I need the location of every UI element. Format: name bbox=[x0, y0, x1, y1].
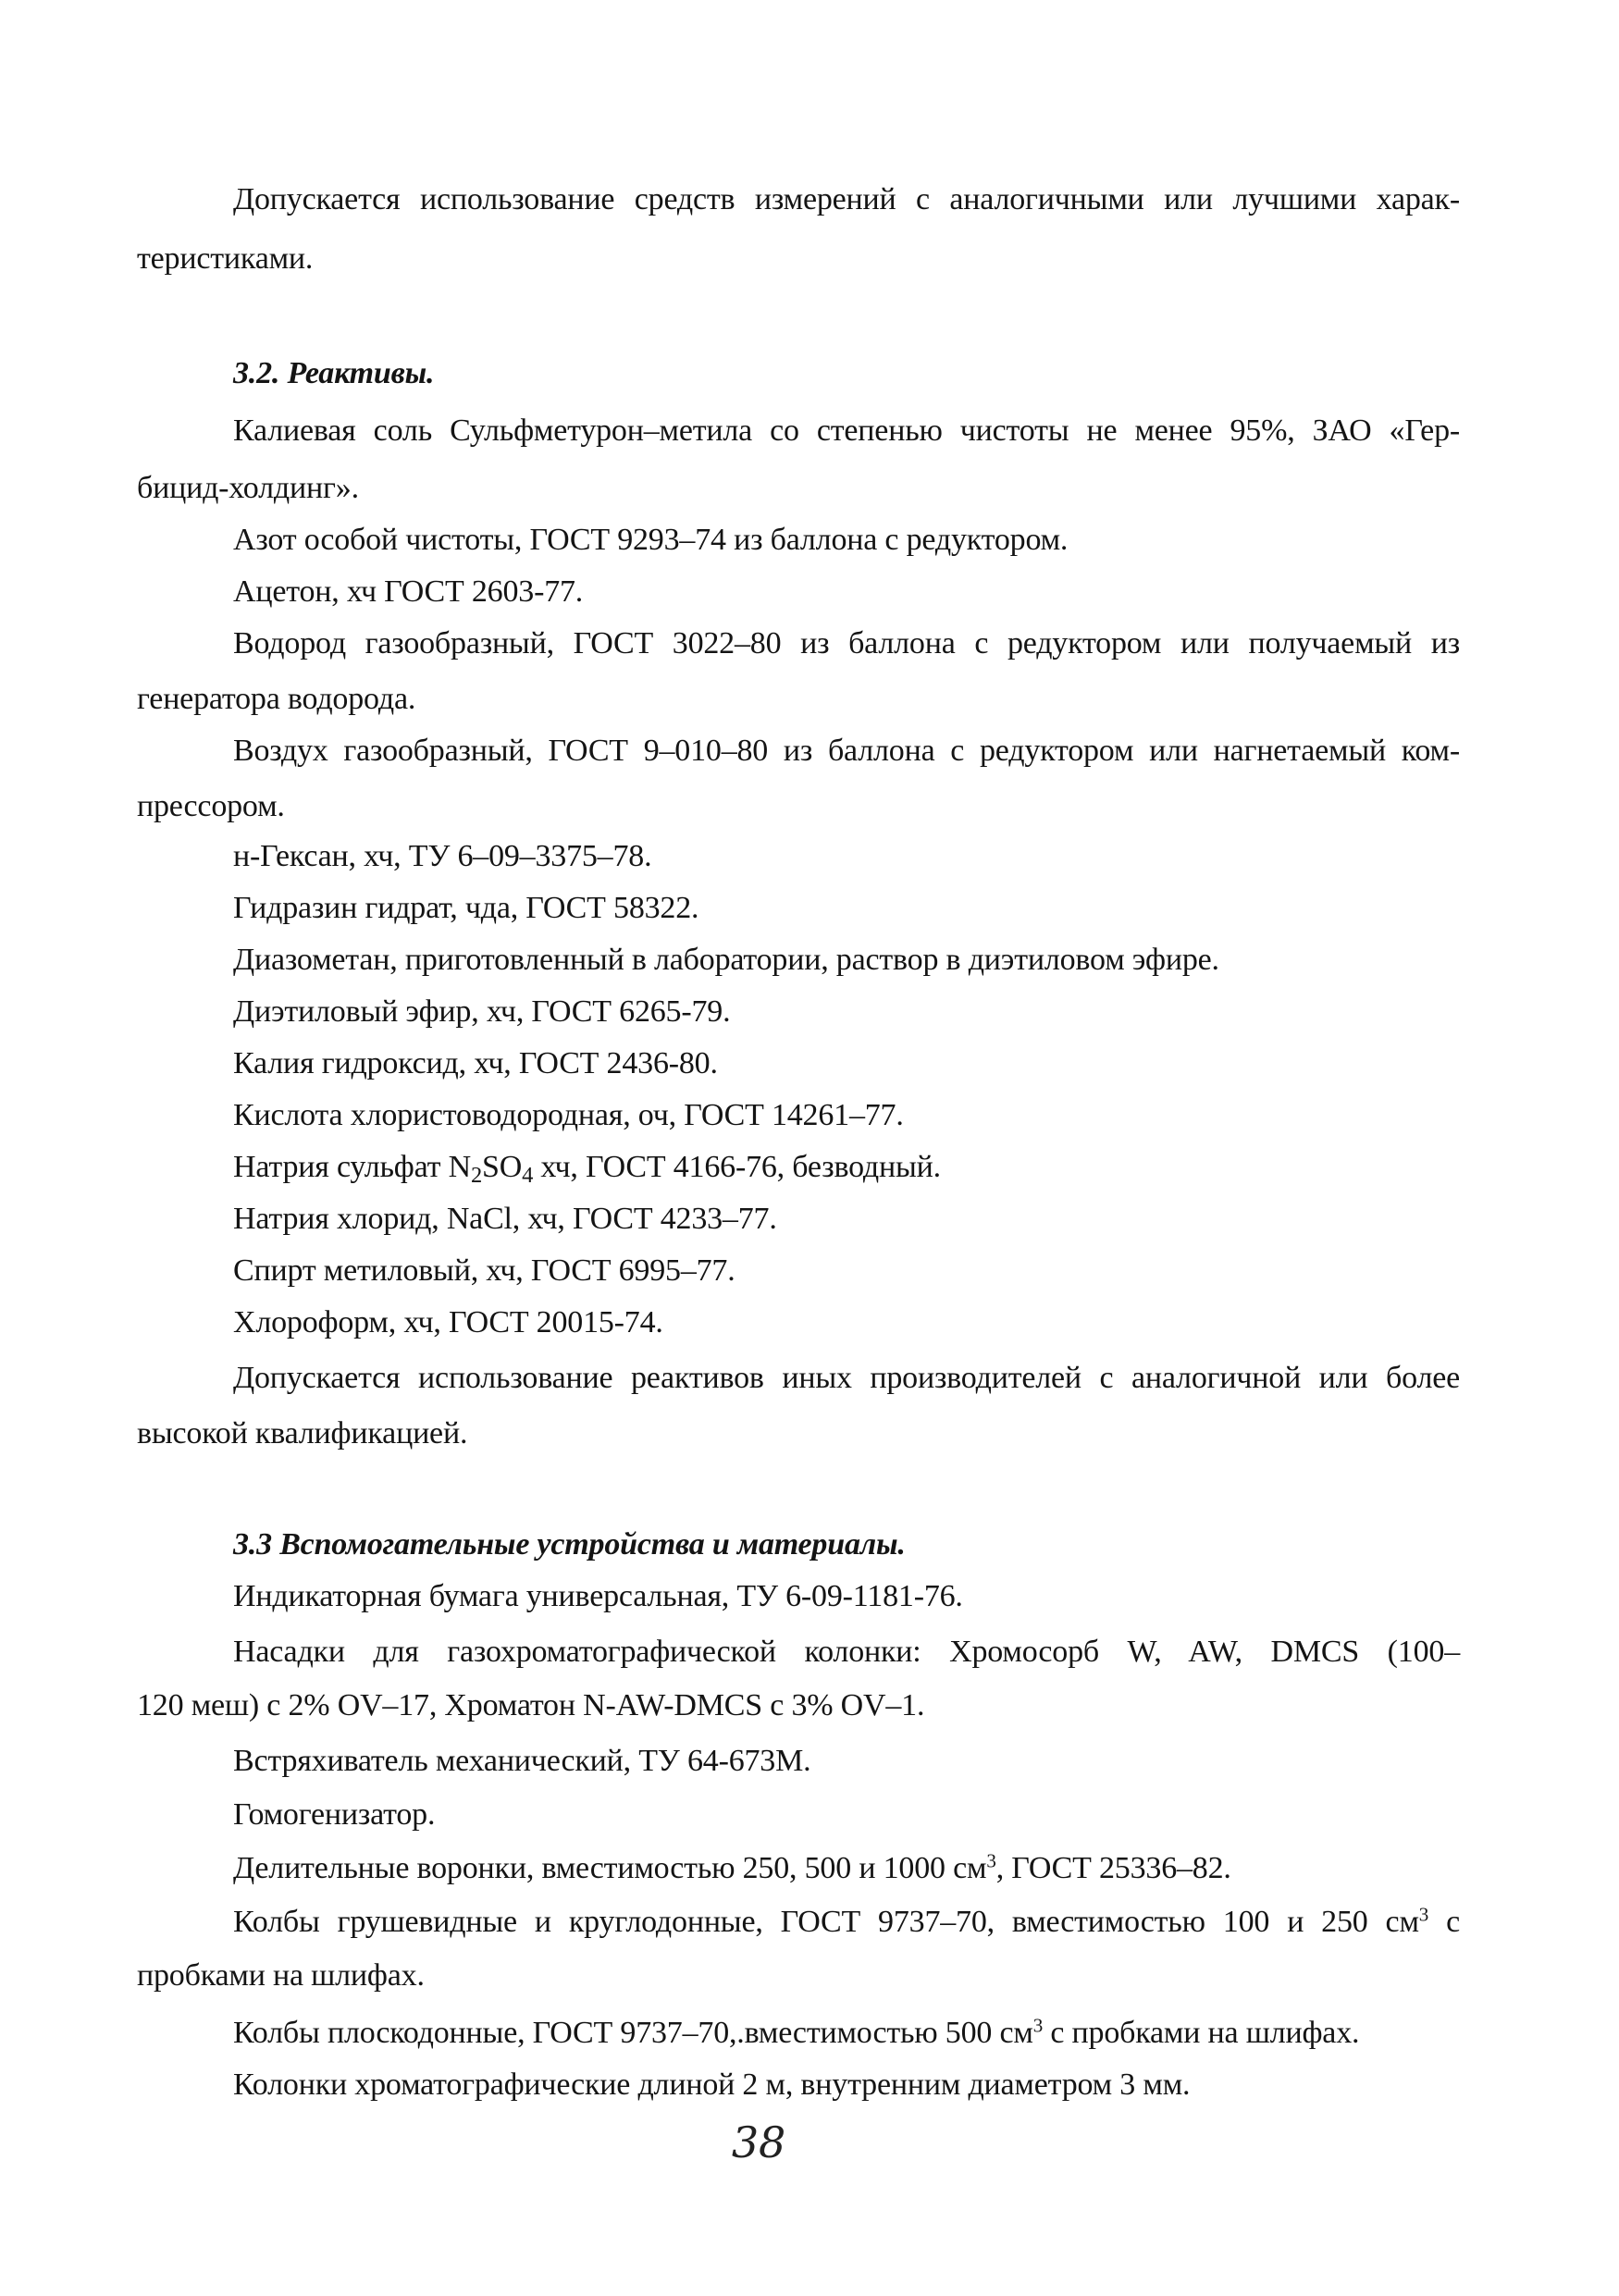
reagent-hydrogen-line-1: Водород газообразный, ГОСТ 3022–80 из баллона с редуктором или получаемый из bbox=[233, 626, 1460, 660]
separatory-funnels-gost: , ГОСТ 25336–82. bbox=[995, 1851, 1231, 1885]
material-pear-flasks-line-1 bbox=[233, 1904, 1460, 1941]
section-3-2-heading: 3.2. Реактивы. bbox=[233, 356, 435, 390]
reagent-air-line-1: Воздух газообразный, ГОСТ 9–010–80 из баллона с редуктором или нагнетаемый ком- bbox=[233, 734, 1460, 768]
pear-flasks-tail: с bbox=[1428, 1905, 1460, 1939]
pear-flasks-superscript: 3 bbox=[1418, 1903, 1429, 1926]
reagent-methanol: Спирт метиловый, хч, ГОСТ 6995–77. bbox=[233, 1253, 735, 1288]
sodium-sulfate-subscript-4: 4 bbox=[522, 1163, 534, 1189]
reagent-hexane: н-Гексан, хч, ТУ 6–09–3375–78. bbox=[233, 839, 652, 873]
reagent-potassium-salt-line-1: Калиевая соль Сульфметурон–метила со степенью чистоты не менее 95%, ЗАО «Гер- bbox=[233, 414, 1460, 448]
material-pear-flasks-line-2: пробками на шлифах. bbox=[137, 1958, 425, 1993]
separatory-funnels-text: Делительные воронки, вместимостью 250, 500 и 1000 см bbox=[233, 1851, 987, 1885]
reagent-air-line-2: прессором. bbox=[137, 789, 285, 823]
reagent-potassium-hydroxide: Калия гидроксид, хч, ГОСТ 2436-80. bbox=[233, 1046, 718, 1080]
pear-flasks-text: Колбы грушевидные и круглодонные, ГОСТ 9737–70, вместимостью 100 и 250 см bbox=[233, 1905, 1419, 1939]
sodium-sulfate-suffix: хч, ГОСТ 4166-76, безводный. bbox=[533, 1150, 941, 1184]
flat-flasks-tail: с пробками на шлифах. bbox=[1043, 2016, 1360, 2050]
measuring-tools-note-line-1: Допускается использование средств измерений с аналогичными или лучшими харак- bbox=[233, 182, 1460, 216]
flat-flasks-superscript: 3 bbox=[1032, 2014, 1044, 2037]
sodium-sulfate-so: SO bbox=[482, 1150, 523, 1184]
reagent-diazomethane: Диазометан, приготовленный в лаборатории, раствор в диэтиловом эфире. bbox=[233, 943, 1219, 977]
reagent-potassium-salt-line-2: бицид-холдинг». bbox=[137, 471, 359, 505]
reagent-diethyl-ether: Диэтиловый эфир, хч, ГОСТ 6265-79. bbox=[233, 994, 731, 1029]
material-flat-flasks bbox=[233, 2015, 1359, 2052]
reagent-acetone: Ацетон, хч ГОСТ 2603-77. bbox=[233, 574, 584, 609]
reagents-note-line-2: высокой квалификацией. bbox=[137, 1416, 468, 1450]
material-column-packings-line-2: 120 меш) с 2% OV–17, Хроматон N-AW-DMCS с 3% OV–1. bbox=[137, 1688, 925, 1722]
measuring-tools-note-line-2: теристиками. bbox=[137, 241, 314, 276]
reagent-hydrochloric-acid: Кислота хлористоводородная, оч, ГОСТ 14261–77. bbox=[233, 1098, 904, 1132]
flat-flasks-text: Колбы плоскодонные, ГОСТ 9737–70,.вместимостью 500 см bbox=[233, 2016, 1033, 2050]
reagent-nitrogen: Азот особой чистоты, ГОСТ 9293–74 из баллона с редуктором. bbox=[233, 523, 1069, 557]
sodium-sulfate-prefix: Натрия сульфат N bbox=[233, 1150, 471, 1184]
material-columns: Колонки хроматографические длиной 2 м, внутренним диаметром 3 мм. bbox=[233, 2068, 1191, 2102]
section-3-3-heading: 3.3 Вспомогательные устройства и материалы. bbox=[233, 1527, 906, 1562]
separatory-funnels-superscript: 3 bbox=[986, 1849, 996, 1872]
reagent-chloroform: Хлороформ, хч, ГОСТ 20015-74. bbox=[233, 1305, 663, 1339]
page-number: 38 bbox=[731, 2117, 786, 2167]
material-shaker: Встряхиватель механический, ТУ 64-673М. bbox=[233, 1744, 811, 1778]
material-separatory-funnels bbox=[233, 1850, 1231, 1887]
reagents-note-line-1: Допускается использование реактивов иных производителей с аналогичной или более bbox=[233, 1361, 1460, 1395]
reagent-hydrazine: Гидразин гидрат, чда, ГОСТ 58322. bbox=[233, 891, 699, 925]
material-indicator-paper: Индикаторная бумага универсальная, ТУ 6-09-1181-76. bbox=[233, 1579, 963, 1613]
sodium-sulfate-subscript-2: 2 bbox=[470, 1163, 482, 1189]
reagent-sodium-sulfate bbox=[233, 1149, 941, 1189]
reagent-sodium-chloride: Натрия хлорид, NaCl, хч, ГОСТ 4233–77. bbox=[233, 1202, 777, 1236]
material-column-packings-line-1: Насадки для газохроматографической колонки: Хромосорб W, AW, DMCS (100– bbox=[233, 1635, 1460, 1669]
reagent-hydrogen-line-2: генератора водорода. bbox=[137, 682, 416, 716]
material-homogenizer: Гомогенизатор. bbox=[233, 1797, 436, 1832]
